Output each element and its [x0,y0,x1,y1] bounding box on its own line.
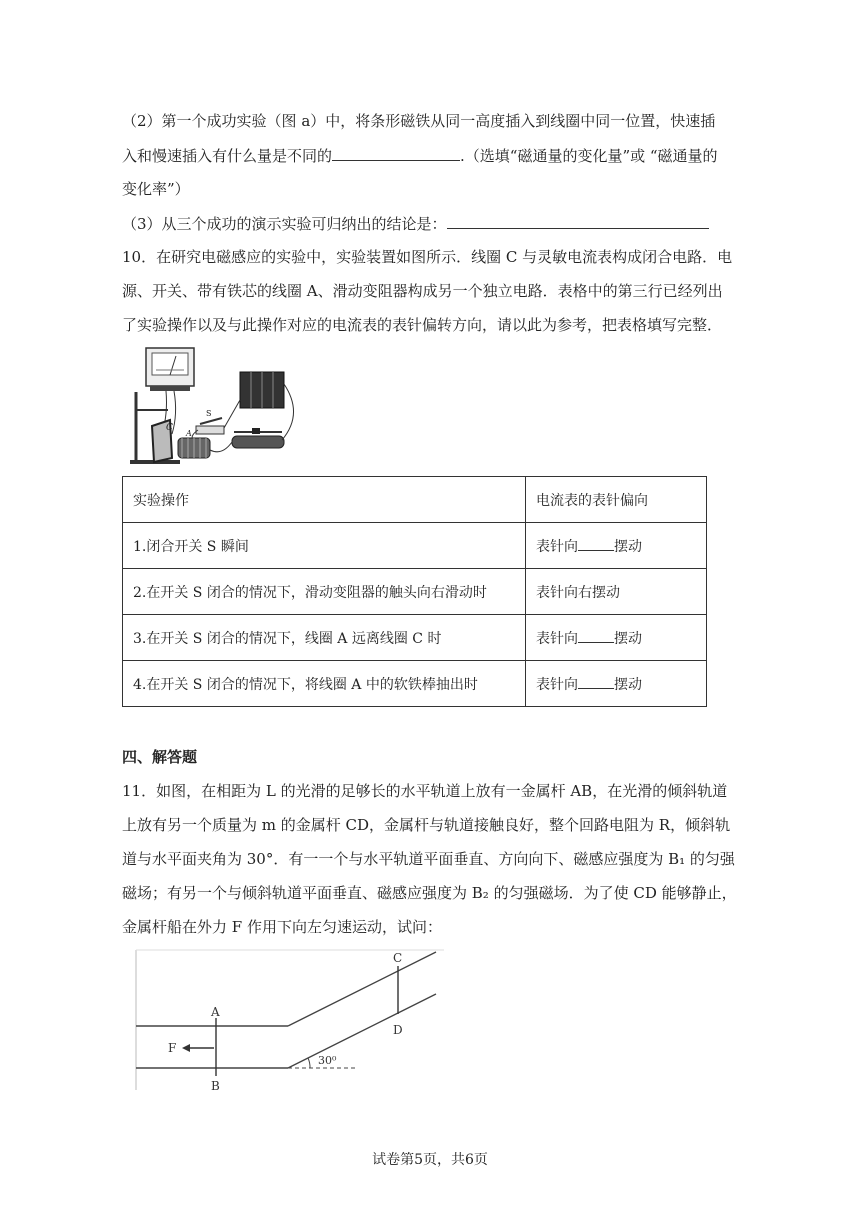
table-header: 实验操作 [123,477,526,523]
answer-blank [578,628,614,643]
point-a-label: A [211,1005,220,1019]
page-footer: 试卷第5页，共6页 [372,1152,488,1168]
q9-part3-line [122,213,709,234]
q9-part2-line2 [122,145,718,166]
q9-part2-line1: （2）第一个成功实验（图 a）中，将条形磁铁从同一高度插入到线圈中同一位置，快速插 [122,112,716,130]
table-cell-operation: 2.在开关 S 闭合的情况下，滑动变阻器的触头向右滑动时 [123,569,526,615]
q10-line2: 源、开关、带有铁芯的线圈 A、滑动变阻器构成另一个独立电路．表格中的第三行已经列出 [122,282,723,300]
q11-line2: 上放有另一个质量为 m 的金属杆 CD，金属杆与轨道接触良好，整个回路电阻为 R，倾斜轨 [122,816,731,834]
q9-part3-text: （3）从三个成功的演示实验可归纳出的结论是： [122,215,447,233]
answer-blank [578,674,614,689]
table-cell-result [526,661,707,707]
table-cell-result [526,615,707,661]
table-row [123,615,707,661]
force-f-label: F [168,1041,177,1055]
q11-line4: 磁场；有另一个与倾斜轨道平面垂直、磁感应强度为 B₂ 的匀强磁场．为了使 CD 能够静止， [122,884,737,902]
result-text: 表针向 [536,538,578,555]
table-cell-operation: 4.在开关 S 闭合的情况下，将线圈 A 中的软铁棒抽出时 [123,661,526,707]
result-text: 摆动 [614,538,642,555]
angle-label: 30⁰ [318,1054,337,1067]
electromagnetic-induction-apparatus-figure [122,344,302,470]
q9-part2-text: 入和慢速插入有什么量是不同的 [122,147,333,165]
table-row [123,523,707,569]
coil-a-label: A [186,429,192,438]
table-row [123,569,707,615]
q11-line1: 11．如图，在相距为 L 的光滑的足够长的水平轨道上放有一金属杆 AB，在光滑的倾斜轨道 [122,782,728,800]
result-text: 表针向 [536,630,578,647]
section-heading: 四、解答题 [122,748,198,766]
q9-part2-line3: 变化率”） [122,180,190,198]
point-d-label: D [393,1023,403,1037]
table-cell-result: 表针向右摆动 [526,569,707,615]
q10-line1: 10．在研究电磁感应的实验中，实验装置如图所示．线圈 C 与灵敏电流表构成闭合电路．电 [122,248,733,266]
switch-s-label: S [206,409,212,418]
q11-line3: 道与水平面夹角为 30°．有一一个与水平轨道平面垂直、方向向下、磁感应强度为 B₁ 的匀强 [122,850,735,868]
result-text: 表针向 [536,676,578,693]
table-cell-operation: 1.闭合开关 S 瞬间 [123,523,526,569]
q11-line5: 金属杆船在外力 F 作用下向左匀速运动，试问： [122,918,442,936]
q9-part2-tail: .（选填“磁通量的变化量”或 “磁通量的 [460,147,718,165]
table-header: 电流表的表针偏向 [526,477,707,523]
experiment-table [122,476,707,707]
answer-blank [332,145,460,161]
result-text: 摆动 [614,630,642,647]
rail-track-figure [130,946,450,1098]
table-header-row [123,477,707,523]
answer-blank [578,536,614,551]
table-cell-result [526,523,707,569]
result-text: 摆动 [614,676,642,693]
point-b-label: B [211,1079,220,1093]
coil-c-label: C [166,423,173,433]
answer-blank [447,213,709,229]
point-c-label: C [393,951,403,965]
table-row [123,661,707,707]
q10-line3: 了实验操作以及与此操作对应的电流表的表针偏转方向，请以此为参考，把表格填写完整． [122,316,723,334]
table-cell-operation: 3.在开关 S 闭合的情况下，线圈 A 远离线圈 C 时 [123,615,526,661]
